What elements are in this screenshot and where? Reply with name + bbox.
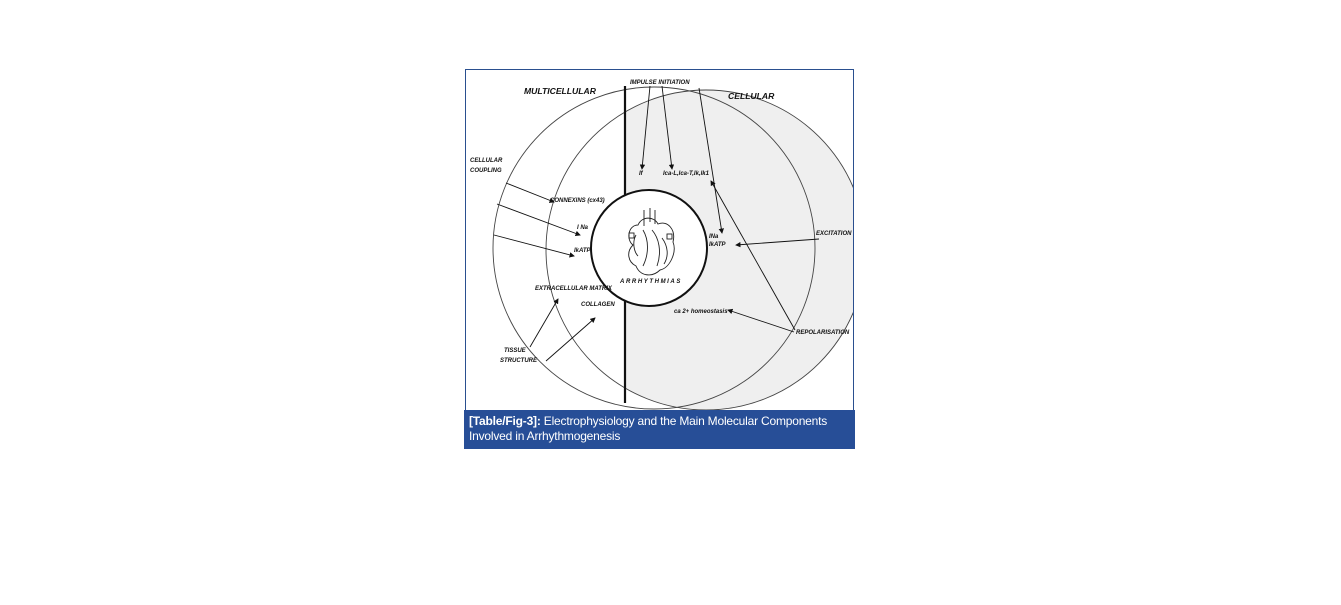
figure [464, 69, 855, 449]
impulse-initiation-label: IMPULSE INITIATION [630, 80, 690, 86]
diagram-frame [465, 69, 854, 411]
arrow-extracellular-matrix [530, 299, 558, 347]
cellular-coupling-label-line1: CELLULAR [470, 158, 503, 164]
arrow-left-ina [497, 204, 580, 235]
collagen-label: COLLAGEN [581, 302, 615, 308]
figure-caption [464, 410, 855, 449]
connexins-label: CONNEXINS (cx43) [550, 198, 605, 204]
right-ikatp-label: IkATP [709, 242, 726, 248]
caption-text: Electrophysiology and the Main Molecular Components Involved in Arrhythmogenesis [469, 414, 828, 443]
ca-homeostasis-label: ca 2+ homeostasis [674, 309, 728, 315]
multicellular-label: MULTICELLULAR [524, 86, 596, 96]
if-label: If [639, 171, 643, 177]
ica-group-label: Ica-L,Ica-T,Ik,Ik1 [663, 171, 709, 177]
excitation-label: EXCITATION [816, 231, 852, 237]
arrow-collagen [546, 318, 595, 361]
tissue-structure-label-line2: STRUCTURE [500, 358, 537, 364]
tissue-structure-label-line1: TISSUE [504, 348, 526, 354]
right-ina-label: INa [709, 234, 719, 240]
caption-tag: [Table/Fig-3]: [469, 414, 541, 428]
arrhythmia-diagram [466, 70, 853, 410]
extracellular-matrix-label: EXTRACELLULAR MATRIX [535, 286, 612, 292]
center-label: ARRHYTHMIAS [620, 279, 682, 285]
arrow-connexins [506, 183, 554, 202]
left-ina-label: I Na [577, 225, 589, 231]
cellular-label: CELLULAR [728, 91, 775, 101]
arrow-left-ikatp [494, 235, 574, 256]
cellular-coupling-label-line2: COUPLING [470, 168, 502, 174]
left-ikatp-label: IkATP [574, 248, 591, 254]
repolarisation-label: REPOLARISATION [796, 330, 850, 336]
